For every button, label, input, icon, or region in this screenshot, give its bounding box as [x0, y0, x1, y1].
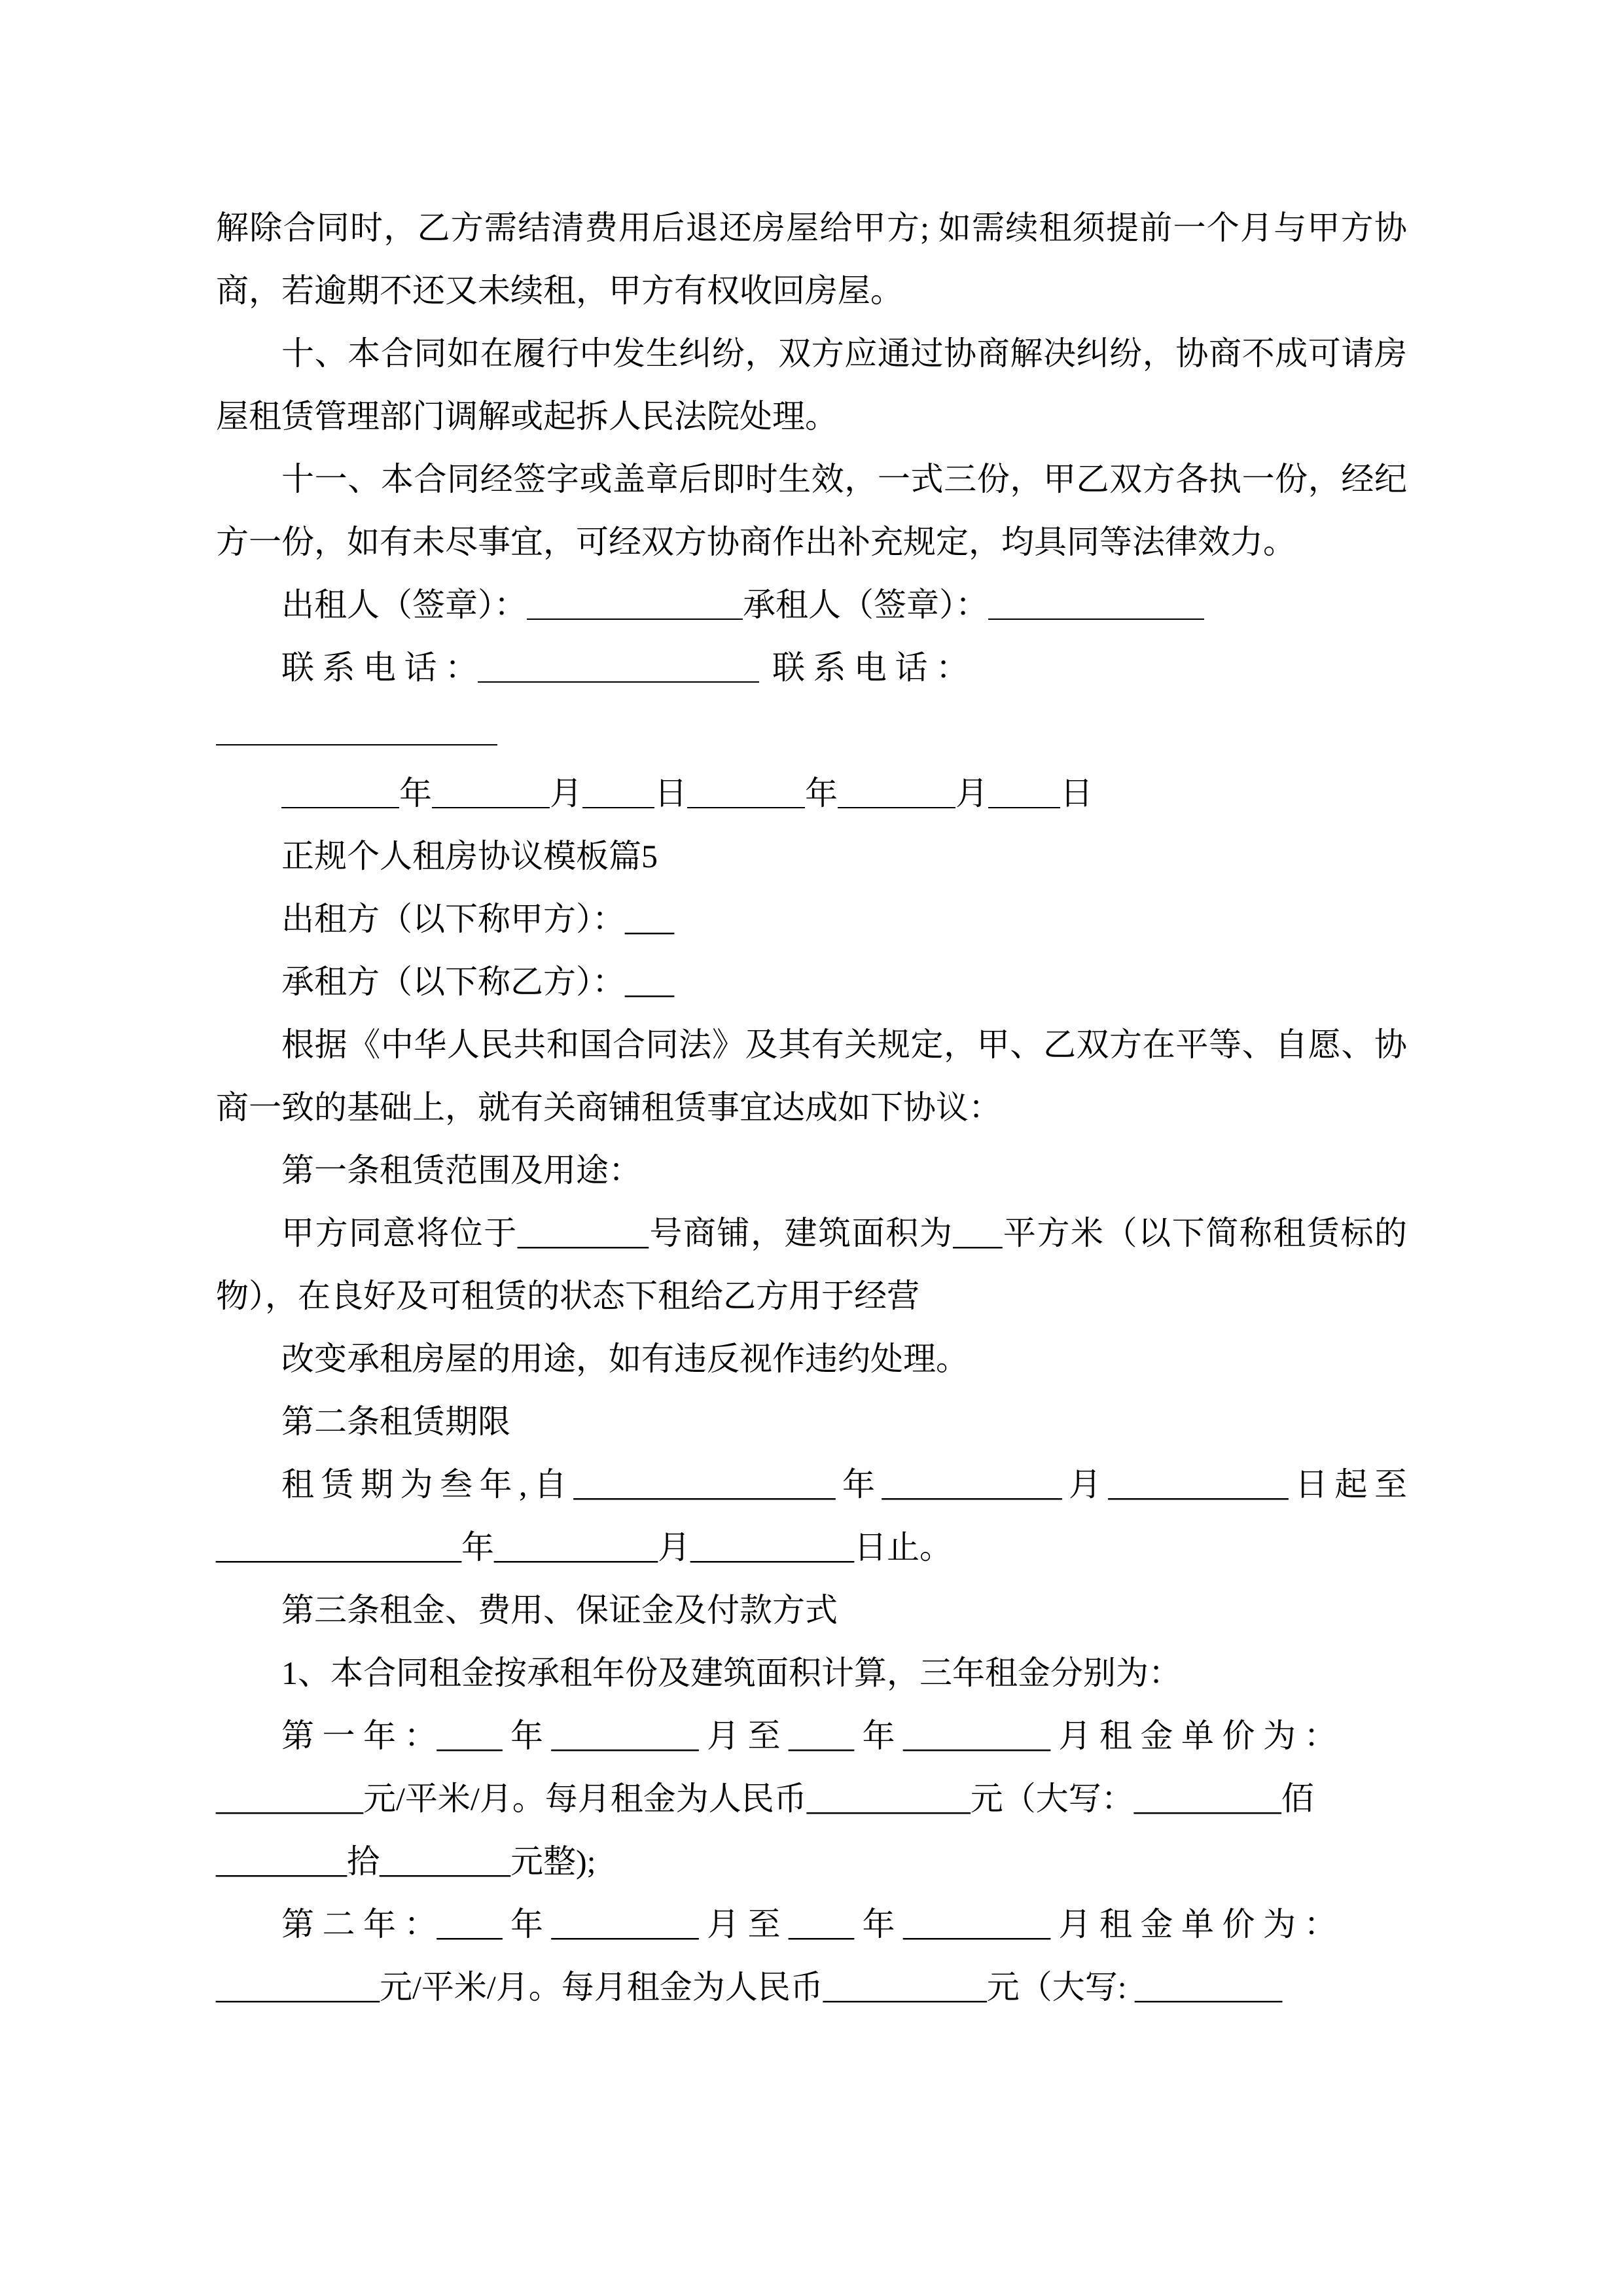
signature-row-phones [216, 636, 1407, 699]
lessee-phone-line-wrap [216, 699, 1407, 762]
party-b-label: 承租方（以下称乙方）： [281, 963, 625, 1000]
article-1-title: 第一条租赁范围及用途： [281, 1152, 641, 1189]
article-1-body-1: 甲方同意将位于________号商铺，建筑面积为___平方米（以下简称租赁标的物），在良好及可租赁的状态下租给乙方用于经营 [216, 1215, 1407, 1314]
article-3-item-1: 1、本合同租金按承租年份及建筑面积计算，三年租金分别为： [281, 1655, 1181, 1691]
paragraph-preamble: 根据《中华人民共和国合同法》及其有关规定，甲、乙双方在平等、自愿、协商一致的基础上，就有关商铺租赁事宜达成如下协议： [216, 1026, 1407, 1126]
party-b-value[interactable]: ___ [625, 963, 674, 1000]
article-1-body-2: 改变承租房屋的用途，如有违反视作违约处理。 [281, 1340, 969, 1377]
lessee-month-unit: 月 [955, 775, 988, 812]
lessee-signature-label: 承租人（签章）： [743, 586, 988, 623]
lessee-year-unit: 年 [805, 775, 838, 812]
party-a-label: 出租方（以下称甲方）： [281, 901, 625, 937]
paragraph-clause11: 十一、本合同经签字或盖章后即时生效，一式三份，甲乙双方各执一份，经纪方一份，如有未尽事宜，可经双方协商作出补充规定，均具同等法律效力。 [216, 461, 1407, 560]
lessee-month-line[interactable] [838, 766, 955, 809]
lessee-day-unit: 日 [1060, 775, 1093, 812]
lessor-month-line[interactable] [432, 766, 550, 809]
party-a-row [216, 888, 1407, 950]
lessee-phone-label: 联 系 电 话 ： [772, 649, 969, 686]
lessor-month-unit: 月 [550, 775, 582, 812]
paragraph-clause9-continued: 解除合同时，乙方需结清费用后退还房屋给甲方; 如需续租须提前一个月与甲方协商，若逾期不还又未续租，甲方有权收回房屋。 [216, 209, 1407, 309]
rent-year-1-line2: _________元/平米/月。每月租金为人民币__________元（大写：_________佰 [216, 1780, 1314, 1817]
party-b-row [216, 950, 1407, 1013]
lessor-signature-line[interactable] [527, 578, 743, 620]
party-a-value[interactable]: ___ [625, 901, 674, 937]
article-2-body: 租赁期为叁年,自________________年___________月___________日起至_______________年__________月__________日止。 [216, 1466, 1407, 1566]
rent-year-1-line3: ________拾________元整); [216, 1843, 596, 1880]
rent-year-2-line2: __________元/平米/月。每月租金为人民币__________元（大写: _________ [216, 1969, 1283, 2005]
lessor-day-line[interactable] [582, 766, 654, 809]
lessee-phone-line[interactable] [216, 704, 497, 746]
rent-year-1-line1: 第 一 年 ：____ 年 _________ 月 至 ____ 年 _________ 月 租 金 单 价 为 ： [281, 1717, 1337, 1754]
lessor-year-unit: 年 [399, 775, 432, 812]
date-row [216, 762, 1407, 825]
article-3-title: 第三条租金、费用、保证金及付款方式 [281, 1592, 838, 1628]
lessor-day-unit: 日 [654, 775, 687, 812]
lessor-phone-line[interactable] [478, 641, 759, 683]
paragraph-clause10: 十、本合同如在履行中发生纠纷，双方应通过协商解决纠纷，协商不成可请房屋租赁管理部门调解或起拆人民法院处理。 [216, 335, 1407, 435]
document-body [216, 196, 1407, 2018]
lessor-phone-label: 联 系 电 话 ： [281, 649, 478, 686]
rent-year-2-line1: 第 二 年 ：____ 年 _________ 月 至 ____ 年 _________ 月 租 金 单 价 为 ： [281, 1906, 1337, 1943]
lessor-year-line[interactable] [281, 766, 399, 809]
lessor-signature-label: 出租人（签章）： [281, 586, 527, 623]
section-title: 正规个人租房协议模板篇5 [281, 838, 658, 874]
article-2-title: 第二条租赁期限 [281, 1403, 510, 1440]
signature-row-names [216, 573, 1407, 636]
lessee-signature-line[interactable] [988, 578, 1204, 620]
lessee-year-line[interactable] [687, 766, 805, 809]
lessee-day-line[interactable] [988, 766, 1060, 809]
